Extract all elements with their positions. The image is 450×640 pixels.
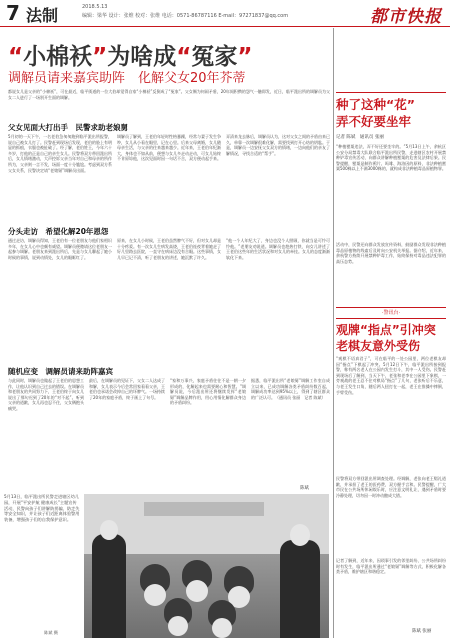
right-story-2-body-1: “观棋不语真君子”，可在临平的一处公园里，两位老棋友却因“指点”下棋起了冲突。5月12日下午，临平派出所接到报警，称有两名老人在公园内发生打斗，其中一人受伤。民警赶到现场后了解到，当天下午，老张和老李在公园里下象棋，一旁观战的老王忍不住对棋局“指点”了几句，老张听后不乐意，与老王发生口角，随后两人扭打在一起，老王在推搡中摔倒，手臂受伤。 xyxy=(336,356,446,395)
headline-word-1: 小棉袄 xyxy=(23,44,93,70)
right-story-2-title-line1: 观牌“指点”引冲突 xyxy=(336,323,436,337)
right-story-2-author: 陈斌 张丽 xyxy=(412,629,432,634)
photo-banner xyxy=(144,502,264,516)
photo-child-4-face xyxy=(168,616,188,636)
section-label-police-news: ·警讯台· xyxy=(336,307,446,319)
right-top-rule xyxy=(336,92,446,93)
article-col2-para2: 原来，在女儿小时候，王老伯虽然脾气不好，但对女儿却是十分疼爱。有一次女儿生病发高烧，王老伯连夜背着她走了好几里路去医院，一直守在病床边没有合眼。这些事情，女儿早已记不清，听了老朋友的讲述，她沉默了许久。 xyxy=(117,238,221,260)
photo-child-5-face xyxy=(212,618,232,638)
right-story-1-title-line1: 种了这种“花” xyxy=(336,97,415,112)
headline-quote-close: ” xyxy=(92,44,108,70)
photo-officer-right xyxy=(280,540,320,638)
article-col3-para3: “家和万事兴，家庭矛盾往往不是一朝一夕形成的，化解起来也需要耐心和智慧。”调解员说，今后派出所还将继续发挥“老娘舅”调解品牌作用，用心用情化解群众身边的矛盾纠纷。 xyxy=(170,378,246,406)
headline-quote-open: “ xyxy=(8,44,24,70)
photo-child-1-face xyxy=(144,584,166,606)
right-story-2-body-3: 记者了解到，近年来，因琐事引发的邻里纠纷、公共场所纠纷时有发生，临平派出所通过“老娘舅”调解等方式，积极化解各类矛盾，维护辖区和谐稳定。 xyxy=(336,558,446,575)
article-col3-para1: 弄清来龙去脉后，调解员认为，这对父女之间的矛盾由来已久，单靠一次调解很难化解，需要找到打开心结的钥匙。于是，调解员一边安抚父女双方的情绪，一边向他们的亲友了解情况，寻找合适的“帮手”。 xyxy=(226,134,330,156)
editor-credits: 编辑：梁华 设计：张维 校对：张维 电话：0571-86787116 E-mail：97271837@qq.com xyxy=(82,13,289,19)
headline-quote-open-2: “ xyxy=(176,44,192,70)
article-subhead-1: 父女见面大打出手 民警求助老娘舅 xyxy=(8,123,128,132)
masthead xyxy=(0,0,450,27)
article-col1-para1: 5月初的一天下午，一名老伯急匆匆跑到临平派出所报警，说自己被女儿打了。民警赶到现场后发现，老伯的脸上有明显的抓痕，衣服也被扯破了。经了解，老伯姓王，今年六十多岁，打他的正是自己的亲生女儿。民警将双方带回派出所后，女儿情绪激动，大声控诉父亲当年对自己和母亲的所作所为，父亲则一言不发，场面一度十分尴尬。考虑到双方系父女关系，民警决定请“老娘舅”调解员出面。 xyxy=(8,134,112,173)
article-col4-para3: 据悉，临平派出所“老娘舅”调解工作室自成立以来，已成功调解各类矛盾纠纷数百起，调解成功率达到95%以上，得到了辖区群众的广泛认可。（通讯员 张丽 记者 陈斌） xyxy=(251,378,330,400)
photo-officer-right-face xyxy=(290,524,310,546)
subheadline: 调解员请来嘉宾助阵 化解父女20年芥蒂 xyxy=(8,71,246,86)
newspaper-logo: 都市快报 xyxy=(370,7,442,27)
article-subhead-2: 分头走访 希望化解20年恩怨 xyxy=(8,227,109,236)
photo-caption: 5月13日，临平派出所民警走进辖区幼儿园，开展“平安护航 健康成长”主题宣传活动，民警向孩子们讲解防拐骗、防走失等安全知识，并让孩子们近距离体验警用装备，增强孩子们的自我保护意识。 xyxy=(4,494,80,523)
photo-child-2-face xyxy=(186,580,208,602)
headline-area xyxy=(0,26,333,88)
article-col3-para2: “他一个人年纪大了，身边也没个人照顾，你就当是可怜可怜他。”老朋友劝说道。调解员也趁热打铁，向女儿讲述了王老伯这些年的生活状况和对女儿的牵挂。女儿的态度渐渐软化下来。 xyxy=(226,238,330,260)
headline-quote-close-2: ” xyxy=(237,44,253,70)
article-col2-para1: 调解员了解到，王老伯年轻时性格暴躁，经常与妻子发生争吵，女儿从小看在眼里，记在心里。后来父母离婚，女儿随母亲生活，与父亲的往来越来越少。近年来，王老伯年纪渐大，身体也不如从前，便想与女儿多走动走动，可女儿始终不肯原谅他，这次见面时因一句话不合，双方便动起手来。 xyxy=(117,134,221,162)
article-col1-para3: 与此同时，调解员也做起了王老伯的思想工作，让他认识到自己过去的错误。在调解员和老朋友的共同努力下，王老伯终于向女儿说出了那句迟到了20年的“对不起”。听到父亲的道歉，女儿再也忍不住，父女俩抱头痛哭。 xyxy=(8,378,84,411)
photo-officer-left xyxy=(92,534,126,638)
photo-credit: 陈斌 摄 xyxy=(44,630,58,635)
photo-officer-left-face xyxy=(100,520,118,540)
article-col1-para2: 通过走访，调解员得知，王老伯有一位老朋友与他们家相识多年，在女儿心中也颇有威望。调解员便邀请这位老朋友一起参与调解。老朋友来到派出所后，先是与女儿聊起了她小时候的事情，说到动情处，女儿的眼眶红了。 xyxy=(8,238,112,260)
right-story-2-body-2: 民警将双方带回派出所调查处理。经调解，老张向老王赔礼道歉，并承担了老王的医药费，双方握手言和。民警提醒，广大市民在公共场所休闲娱乐时，应注意文明礼让，遇到矛盾时要冷静处理，切勿因一时冲动酿成大错。 xyxy=(336,476,446,498)
article-col2-para3: 最后，在调解员的见证下，父女二人达成了和解，女儿表示今后会常回家看看父亲，王老伯也承诺会改掉自己的坏脾气。一场持续了20年的家庭矛盾，终于画上了句号。 xyxy=(89,378,165,400)
issue-date: 2018.5.13 xyxy=(82,4,108,10)
section-name: 法制 xyxy=(26,6,59,25)
article-intro: 都说女儿是父亲的“小棉袄”，可在最近，临平街道的一位大伯却觉得自家“小棉袄”反倒成了“冤家”。父女俩为何闹矛盾，20年间积攒的怨气一触即发，近日，临平派出所的调解员为父女二人进行了一场别开生面的调解。 xyxy=(8,89,330,100)
headline-word-2: 冤家 xyxy=(191,44,238,70)
right-story-2-title-line2: 老棋友意外受伤 xyxy=(336,339,421,353)
headline-middle: 为啥成 xyxy=(107,44,177,70)
article-reporter: 陈斌 xyxy=(300,486,309,491)
column-divider xyxy=(333,28,334,638)
right-story-1-body-2: 活动中，民警还向群众发放宣传资料，鼓励群众发现非法种植毒品原植物的线索后及时向公安机关举报。据介绍，近年来，余杭警方持续开展禁种铲毒工作，始终保持对毒品违法犯罪的高压态势。 xyxy=(336,242,446,264)
article-subhead-3: 随机应变 调解员请来助阵嘉宾 xyxy=(8,367,113,376)
right-story-1-byline: 记者 陈斌 通讯员 张丽 xyxy=(336,135,384,140)
page-number: 7 xyxy=(6,1,20,25)
news-photo xyxy=(84,494,329,638)
right-story-1-body-1: “种植罂粟违法，弄不好还要坐牢的。”5月13日上午，余杭区公安分局禁毒大队联合临平派出所民警，走进辖区农村开展禁种铲毒宣传活动，向群众讲解种植罂粟的危害及法律后果。民警提醒，罂粟是制作鸦片、吗啡、海洛因的原料，非法种植罂粟500株以上不满3000株的，就构成非法种植毒品原植物罪。 xyxy=(336,144,446,172)
right-story-1-title-line2: 弄不好要坐牢 xyxy=(336,114,412,129)
